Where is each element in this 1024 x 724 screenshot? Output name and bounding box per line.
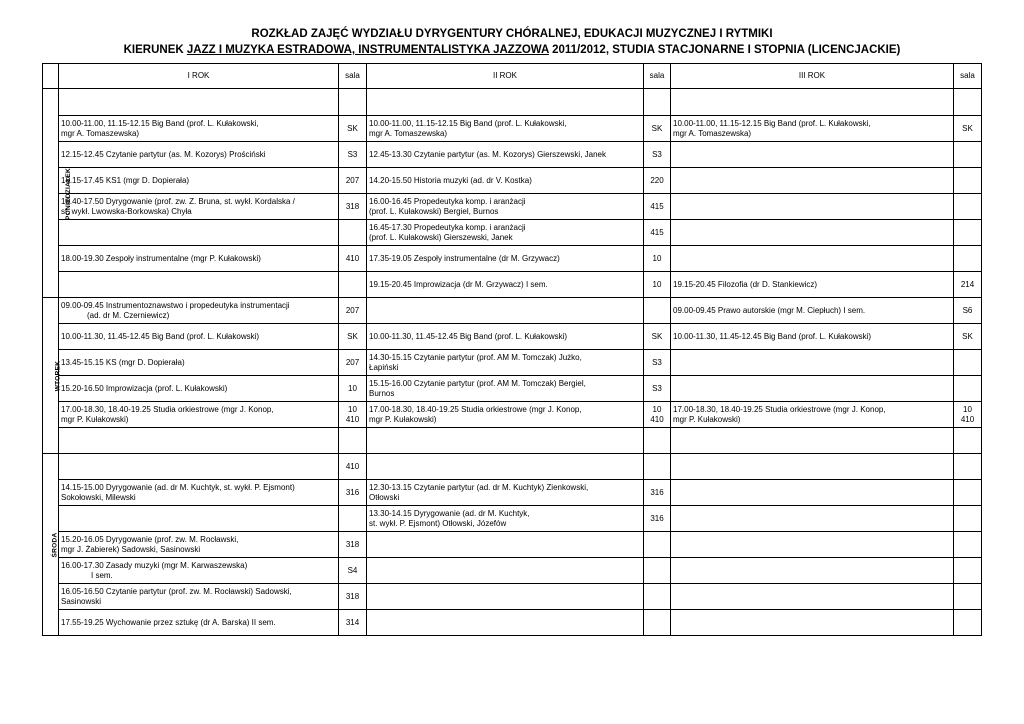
year1-room-value: 207 — [345, 357, 360, 367]
header-room: sala — [954, 64, 982, 89]
year3-entry-line1: 10.00-11.30, 11.45-12.45 Big Band (prof. L. Kułakowski) — [673, 331, 872, 341]
year2-entry — [367, 506, 644, 532]
year3-room — [954, 428, 982, 454]
year2-entry-line2: Burnos — [369, 388, 395, 398]
year2-entry — [367, 376, 644, 402]
year1-room-value: 207 — [345, 305, 360, 315]
year2-room — [644, 480, 671, 506]
year1-room — [339, 610, 367, 636]
year1-entry — [59, 272, 339, 298]
year2-entry — [367, 246, 644, 272]
year3-entry — [671, 480, 954, 506]
year1-entry-line2: (ad. dr M. Czerniewicz) — [87, 310, 170, 320]
year2-room — [644, 428, 671, 454]
subtitle-major: JAZZ I MUZYKA ESTRADOWA, INSTRUMENTALISTYKA JAZZOWA — [186, 44, 549, 56]
year3-entry — [671, 428, 954, 454]
year2-entry-line1: 13.30-14.15 Dyrygowanie (ad. dr M. Kuchtyk, — [369, 508, 530, 518]
schedule-row — [43, 168, 982, 194]
year1-room — [339, 324, 367, 350]
year3-room — [954, 324, 982, 350]
header-year2: II ROK — [367, 64, 644, 89]
year1-entry — [59, 454, 339, 480]
year1-entry — [59, 89, 339, 116]
year3-room — [954, 350, 982, 376]
year1-room-value2: 410 — [345, 414, 360, 424]
year3-room — [954, 610, 982, 636]
year2-room — [644, 168, 671, 194]
year2-entry — [367, 298, 644, 324]
year2-entry-line2: (prof. L. Kułakowski) Gierszewski, Janek — [369, 232, 513, 242]
year3-entry — [671, 454, 954, 480]
year1-entry-line2: Sokołowski, Milewski — [61, 492, 136, 502]
schedule-row — [43, 324, 982, 350]
year2-room-value: 316 — [650, 487, 664, 497]
year2-room-value: S3 — [652, 383, 662, 393]
year1-room — [339, 246, 367, 272]
schedule-table — [42, 63, 982, 636]
year2-entry-line1: 12.45-13.30 Czytanie partytur (as. M. Kozorys) Gierszewski, Janek — [369, 149, 606, 159]
day-label-cell — [43, 454, 59, 636]
year3-room — [954, 89, 982, 116]
year3-room — [954, 194, 982, 220]
year1-entry-line1: 18.00-19.30 Zespoły instrumentalne (mgr P. Kułakowski) — [61, 253, 261, 263]
year2-entry-line1: 10.00-11.30, 11.45-12.45 Big Band (prof. L. Kułakowski) — [369, 331, 568, 341]
year3-entry — [671, 246, 954, 272]
schedule-row — [43, 220, 982, 246]
year1-entry — [59, 480, 339, 506]
header-row — [43, 64, 982, 89]
year2-entry — [367, 142, 644, 168]
year3-entry — [671, 194, 954, 220]
year2-entry — [367, 116, 644, 142]
year1-entry — [59, 532, 339, 558]
year1-entry-line2: mgr P. Kułakowski) — [61, 414, 129, 424]
year1-room-value: SK — [347, 331, 358, 341]
year2-entry — [367, 402, 644, 428]
year1-room — [339, 454, 367, 480]
year1-room — [339, 402, 367, 428]
subtitle-suffix: 2011/2012, STUDIA STACJONARNE I STOPNIA (LICENCJACKIE) — [548, 44, 901, 56]
schedule-row — [43, 558, 982, 584]
schedule-row — [43, 532, 982, 558]
year3-room — [954, 298, 982, 324]
year3-entry — [671, 116, 954, 142]
schedule-row — [43, 194, 982, 220]
year1-entry — [59, 350, 339, 376]
year2-room — [644, 116, 671, 142]
year1-room — [339, 584, 367, 610]
year2-entry-line1: 12.30-13.15 Czytanie partytur (ad. dr M. Kuchtyk) Zienkowski, — [369, 482, 589, 492]
year2-room-value: 10 — [652, 279, 662, 289]
year1-entry-line1: 17.55-19.25 Wychowanie przez sztukę (dr A. Barska) II sem. — [61, 617, 276, 627]
year2-room-value: 10 — [652, 253, 662, 263]
year1-entry-line1: 16.00-17.30 Zasady muzyki (mgr M. Karwaszewska) — [61, 560, 248, 570]
day-label-cell — [43, 298, 62, 454]
year2-entry-line1: 16.00-16.45 Propedeutyka komp. i aranżacji — [369, 196, 526, 206]
year2-room — [644, 298, 671, 324]
year3-room — [954, 272, 982, 298]
year2-room-value: SK — [651, 331, 663, 341]
year1-entry — [59, 324, 339, 350]
year2-entry — [367, 272, 644, 298]
year3-room-value: 10 — [963, 404, 972, 414]
document-title: ROZKŁAD ZAJĘĆ WYDZIAŁU DYRYGENTURY CHÓRALNEJ, EDUKACJI MUZYCZNEJ I RYTMIKI — [251, 28, 773, 40]
year2-entry-line1: 19.15-20.45 Improwizacja (dr M. Grzywacz) I sem. — [369, 279, 548, 289]
year2-entry — [367, 324, 644, 350]
year1-entry — [59, 558, 339, 584]
year3-room-value: SK — [962, 331, 973, 341]
year1-entry-line1: 16.15-17.45 KS1 (mgr D. Dopierała) — [61, 175, 190, 185]
year1-room — [339, 376, 367, 402]
year1-room — [339, 558, 367, 584]
year3-room — [954, 558, 982, 584]
year3-room — [954, 480, 982, 506]
header-year1: I ROK — [59, 64, 339, 89]
year2-room — [644, 89, 671, 116]
year1-room — [339, 506, 367, 532]
year1-entry — [59, 246, 339, 272]
year1-room — [339, 480, 367, 506]
subtitle-prefix: KIERUNEK — [123, 44, 187, 56]
year1-entry-line1: 12.15-12.45 Czytanie partytur (as. M. Kozorys) Prościński — [61, 149, 266, 159]
year1-room — [339, 350, 367, 376]
year2-room — [644, 376, 671, 402]
year1-room-value: 318 — [345, 539, 360, 549]
year2-room-value: 10 — [652, 404, 662, 414]
year1-entry — [59, 142, 339, 168]
year3-room-value2: 410 — [960, 414, 975, 424]
year1-entry — [59, 298, 339, 324]
year1-entry — [59, 376, 339, 402]
year1-entry — [59, 116, 339, 142]
year1-room — [339, 194, 367, 220]
year1-room-value: 410 — [345, 461, 360, 471]
schedule-row — [43, 402, 982, 428]
year2-room-value: S3 — [652, 357, 662, 367]
year2-room-value: S3 — [652, 149, 662, 159]
year3-entry-line2: mgr A. Tomaszewska) — [673, 128, 752, 138]
year2-room — [644, 454, 671, 480]
year2-room — [644, 324, 671, 350]
year3-entry — [671, 376, 954, 402]
schedule-row — [43, 376, 982, 402]
year1-entry-line1: 13.45-15.15 KS (mgr D. Dopierała) — [61, 357, 185, 367]
year2-entry — [367, 89, 644, 116]
year2-entry-line1: 17.35-19.05 Zespoły instrumentalne (dr M. Grzywacz) — [369, 253, 560, 263]
year3-room — [954, 506, 982, 532]
schedule-row — [43, 350, 982, 376]
schedule-row — [43, 116, 982, 142]
year2-room — [644, 532, 671, 558]
year3-entry — [671, 142, 954, 168]
year2-room — [644, 246, 671, 272]
year3-entry — [671, 584, 954, 610]
year3-entry — [671, 324, 954, 350]
year3-entry-line1: 09.00-09.45 Prawo autorskie (mgr M. Ciepłuch) I sem. — [673, 305, 866, 315]
year3-room — [954, 246, 982, 272]
year2-entry — [367, 454, 644, 480]
year3-room — [954, 584, 982, 610]
year3-room — [954, 532, 982, 558]
year1-entry-line1: 15.20-16.05 Dyrygowanie (prof. zw. M. Rocławski, — [61, 534, 239, 544]
year3-room — [954, 454, 982, 480]
schedule-row — [43, 480, 982, 506]
year2-room — [644, 610, 671, 636]
year2-entry-line2: mgr P. Kułakowski) — [369, 414, 437, 424]
year2-entry-line2: (prof. L. Kułakowski) Bergiel, Burnos — [369, 206, 499, 216]
year1-room — [339, 298, 367, 324]
year1-entry-line2: mgr A. Tomaszewska) — [61, 128, 140, 138]
year1-entry — [59, 194, 339, 220]
year1-entry-line1: 09.00-09.45 Instrumentoznawstwo i propedeutyka instrumentacji — [61, 300, 290, 310]
year1-entry-line2: st. wykł. Lwowska-Borkowska) Chyła — [61, 206, 192, 216]
year3-entry — [671, 89, 954, 116]
year1-entry — [59, 584, 339, 610]
year2-entry — [367, 220, 644, 246]
year3-entry — [671, 558, 954, 584]
year1-entry — [59, 168, 339, 194]
year1-entry — [59, 428, 339, 454]
year2-room — [644, 142, 671, 168]
year1-entry-line1: 16.40-17.50 Dyrygowanie (prof. zw. Z. Bruna, st. wykł. Kordalska / — [61, 196, 295, 206]
year1-entry-line1: 16.05-16.50 Czytanie partytur (prof. zw. M. Rocławski) Sadowski, — [61, 586, 292, 596]
schedule-row — [43, 610, 982, 636]
year1-entry-line1: 10.00-11.30, 11.45-12.45 Big Band (prof. L. Kułakowski) — [61, 331, 260, 341]
year1-room — [339, 89, 367, 116]
year1-room-value: SK — [347, 123, 358, 133]
year1-entry-line2: I sem. — [91, 570, 113, 580]
header-year3: III ROK — [671, 64, 954, 89]
year1-room — [339, 168, 367, 194]
year2-entry-line1: 10.00-11.00, 11.15-12.15 Big Band (prof. L. Kułakowski, — [369, 118, 567, 128]
schedule-row — [43, 246, 982, 272]
year2-entry-line1: 14.20-15.50 Historia muzyki (ad. dr V. Kostka) — [369, 175, 532, 185]
year1-entry-line1: 14.15-15.00 Dyrygowanie (ad. dr M. Kuchtyk, st. wykł. P. Ejsmont) — [61, 482, 295, 492]
year2-entry-line1: 16.45-17.30 Propedeutyka komp. i aranżacji — [369, 222, 526, 232]
year3-room — [954, 142, 982, 168]
year3-entry — [671, 298, 954, 324]
year2-entry — [367, 168, 644, 194]
year3-entry — [671, 506, 954, 532]
year2-entry — [367, 610, 644, 636]
year1-room-value: 10 — [348, 404, 357, 414]
year1-room-value: 318 — [345, 201, 360, 211]
document-subtitle — [0, 44, 1024, 56]
year2-entry — [367, 480, 644, 506]
year3-entry — [671, 532, 954, 558]
schedule-row — [43, 142, 982, 168]
year3-room — [954, 402, 982, 428]
year2-entry — [367, 532, 644, 558]
year1-room — [339, 532, 367, 558]
year3-entry-line2: mgr P. Kułakowski) — [673, 414, 741, 424]
year1-entry — [59, 220, 339, 246]
year3-entry-line1: 19.15-20.45 Filozofia (dr D. Stankiewicz) — [673, 279, 818, 289]
header-room: sala — [644, 64, 671, 89]
schedule-row — [43, 89, 982, 116]
year1-room — [339, 272, 367, 298]
year3-entry — [671, 220, 954, 246]
year2-entry — [367, 428, 644, 454]
year1-room-value: S3 — [347, 149, 358, 159]
year2-room-value: 220 — [650, 175, 664, 185]
schedule-row — [43, 298, 982, 324]
year1-entry-line2: mgr J. Żabierek) Sadowski, Sasinowski — [61, 544, 201, 554]
year2-room-value: SK — [651, 123, 663, 133]
year2-entry-line2: Otłowski — [369, 492, 400, 502]
year1-entry — [59, 610, 339, 636]
year3-room-value: SK — [962, 123, 973, 133]
year2-room — [644, 402, 671, 428]
year2-room — [644, 506, 671, 532]
year1-entry — [59, 402, 339, 428]
schedule-row — [43, 584, 982, 610]
year3-entry — [671, 610, 954, 636]
year3-entry — [671, 402, 954, 428]
year3-room — [954, 168, 982, 194]
year1-room-value: S4 — [347, 565, 358, 575]
year1-room-value: 314 — [345, 617, 360, 627]
year2-entry — [367, 558, 644, 584]
year1-entry-line2: Sasinowski — [61, 596, 102, 606]
year1-room — [339, 142, 367, 168]
year3-room-value: S6 — [962, 305, 973, 315]
year2-entry-line2: st. wykł. P. Ejsmont) Otłowski, Józefów — [369, 518, 507, 528]
year2-room — [644, 558, 671, 584]
day-label-cell — [43, 89, 72, 298]
schedule-row — [43, 428, 982, 454]
year1-room-value: 410 — [345, 253, 360, 263]
year2-room — [644, 584, 671, 610]
schedule-row — [43, 506, 982, 532]
year2-entry — [367, 350, 644, 376]
year2-entry-line1: 17.00-18.30, 18.40-19.25 Studia orkiestrowe (mgr J. Konop, — [369, 404, 582, 414]
year2-room-value: 415 — [650, 201, 664, 211]
day-label: PONIEDZIAŁEK — [65, 167, 72, 220]
year2-room — [644, 220, 671, 246]
schedule-row — [43, 272, 982, 298]
header-day-cell — [43, 64, 59, 89]
year2-entry — [367, 194, 644, 220]
year2-room-value: 415 — [650, 227, 664, 237]
day-label: WTOREK — [54, 360, 62, 392]
year1-entry-line1: 15.20-16.50 Improwizacja (prof. L. Kułakowski) — [61, 383, 228, 393]
year3-entry-line1: 10.00-11.00, 11.15-12.15 Big Band (prof. L. Kułakowski, — [673, 118, 871, 128]
year2-entry-line2: mgr A. Tomaszewska) — [369, 128, 448, 138]
day-label: ŚRODA — [51, 532, 59, 558]
year3-room — [954, 116, 982, 142]
year3-entry — [671, 168, 954, 194]
year2-entry-line1: 14.30-15.15 Czytanie partytur (prof. AM M. Tomczak) Jużko, — [369, 352, 582, 362]
year2-entry — [367, 584, 644, 610]
year1-entry-line1: 17.00-18.30, 18.40-19.25 Studia orkiestrowe (mgr J. Konop, — [61, 404, 274, 414]
year1-room-value: 316 — [345, 487, 360, 497]
year2-entry-line1: 15.15-16.00 Czytanie partytur (prof. AM M. Tomczak) Bergiel, — [369, 378, 586, 388]
year2-room — [644, 194, 671, 220]
year3-room — [954, 376, 982, 402]
year1-room-value: 318 — [345, 591, 360, 601]
year3-entry — [671, 350, 954, 376]
year3-entry — [671, 272, 954, 298]
header-room: sala — [339, 64, 367, 89]
year1-room — [339, 428, 367, 454]
year3-entry-line1: 17.00-18.30, 18.40-19.25 Studia orkiestrowe (mgr J. Konop, — [673, 404, 886, 414]
year1-room-value: 207 — [345, 175, 360, 185]
year1-entry — [59, 506, 339, 532]
year2-entry-line2: Łapiński — [369, 362, 399, 372]
year2-room — [644, 350, 671, 376]
year1-room-value: 10 — [348, 383, 357, 393]
year1-room — [339, 220, 367, 246]
year1-entry-line1: 10.00-11.00, 11.15-12.15 Big Band (prof. L. Kułakowski, — [61, 118, 259, 128]
year3-room-value: 214 — [960, 279, 975, 289]
year1-room — [339, 116, 367, 142]
year2-room — [644, 272, 671, 298]
schedule-row — [43, 454, 982, 480]
year2-room-value: 316 — [650, 513, 664, 523]
year3-room — [954, 220, 982, 246]
year2-room-value2: 410 — [650, 414, 664, 424]
